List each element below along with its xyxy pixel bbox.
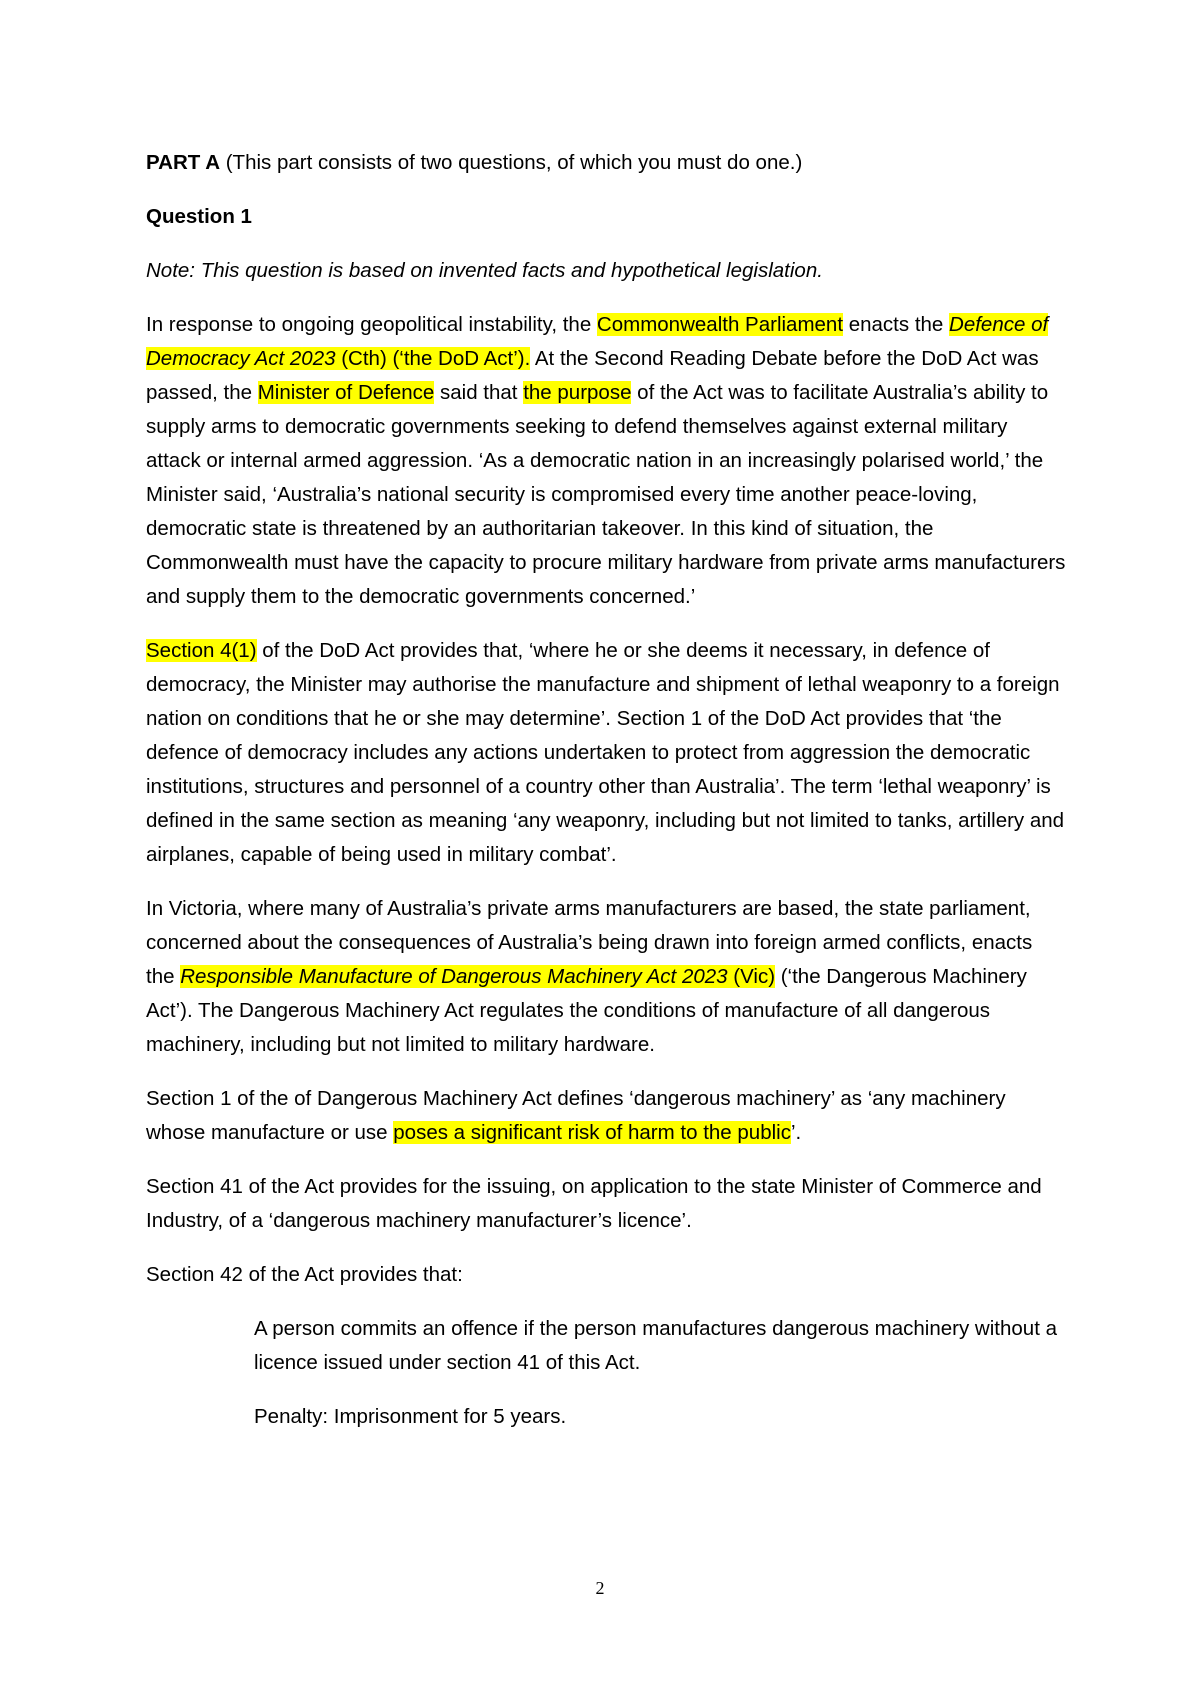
- paragraph-section-4: [146, 634, 1066, 872]
- part-label: PART A: [146, 151, 221, 174]
- act-title-rest: (Cth) (‘the DoD Act’).: [335, 347, 531, 370]
- highlight-section-4-1: Section 4(1): [146, 639, 257, 662]
- part-heading: [146, 146, 1066, 180]
- paragraph-section-1-definition: [146, 1082, 1066, 1150]
- text-span: (‘the Dangerous Machinery Act’). The Dangerous Machinery Act regulates the conditions of manufacture of all dangerous machinery, including but not limited to military hardware.: [146, 965, 1027, 1056]
- paragraph-section-41: Section 41 of the Act provides for the issuing, on application to the state Minister of Commerce and Industry, of a ‘dangerous machinery manufacturer’s licence’.: [146, 1175, 1042, 1232]
- paragraph-dod-act: [146, 308, 1066, 614]
- question-note: Note: This question is based on invented facts and hypothetical legislation.: [146, 259, 823, 282]
- paragraph-section-42: Section 42 of the Act provides that:: [146, 1263, 463, 1286]
- act-title-italic: Defence of Democracy Act 2023: [146, 313, 1049, 370]
- text-span: of the Act was to facilitate Australia’s ability to supply arms to democratic governments seeking to defend themselves against external military attack or internal armed aggression. ‘As a democratic nation in an increasingly polarised world,’ the Minister said, ‘Australia’s national security is compromised every time another peace-loving, democratic state is threatened by an authoritarian takeover. In this kind of situation, the Commonwealth must have the capacity to procure military hardware from private arms manufacturers and supply them to the democratic governments concerned.’: [146, 381, 1066, 608]
- act-title-rest: (Vic): [727, 965, 776, 988]
- highlight-the-purpose: the purpose: [523, 381, 632, 404]
- text-span: In response to ongoing geopolitical instability, the: [146, 313, 597, 336]
- quoted-penalty: Penalty: Imprisonment for 5 years.: [254, 1405, 567, 1428]
- text-span: In Victoria, where many of Australia’s private arms manufacturers are based, the state parliament, concerned about the consequences of Australia’s being drawn into foreign armed conflicts, enacts the: [146, 897, 1033, 988]
- act-title-italic: Responsible Manufacture of Dangerous Machinery Act 2023: [180, 965, 728, 988]
- text-span: enacts the: [843, 313, 950, 336]
- highlight-minister-of-defence: Minister of Defence: [257, 381, 435, 404]
- highlight-significant-risk: poses a significant risk of harm to the public: [393, 1121, 791, 1144]
- text-span: At the Second Reading Debate before the DoD Act was passed, the: [146, 347, 1039, 404]
- part-description: (This part consists of two questions, of which you must do one.): [220, 151, 803, 174]
- text-span: Section 1 of the of Dangerous Machinery Act defines ‘dangerous machinery’ as ‘any machinery whose manufacture or use: [146, 1087, 1006, 1144]
- paragraph-victoria: [146, 892, 1066, 1062]
- page-number: 2: [595, 1578, 605, 1598]
- document-body: [146, 146, 1066, 1454]
- text-span: said that: [434, 381, 524, 404]
- highlight-dangerous-machinery-act-title: [180, 965, 775, 988]
- text-span: of the DoD Act provides that, ‘where he or she deems it necessary, in defence of democracy, the Minister may authorise the manufacture and shipment of lethal weaponry to a foreign nation on conditions that he or she may determine’. Section 1 of the DoD Act provides that ‘the defence of democracy includes any actions undertaken to protect from aggression the democratic institutions, structures and personnel of a country other than Australia’. The term ‘lethal weaponry’ is defined in the same section as meaning ‘any weaponry, including but not limited to tanks, artillery and airplanes, capable of being used in military combat’.: [146, 639, 1065, 866]
- highlight-commonwealth-parliament: Commonwealth Parliament: [596, 313, 844, 336]
- question-title: Question 1: [146, 205, 252, 228]
- text-span: ’.: [790, 1121, 802, 1144]
- quoted-offence: A person commits an offence if the person manufactures dangerous machinery without a licence issued under section 41 of this Act.: [254, 1317, 1057, 1374]
